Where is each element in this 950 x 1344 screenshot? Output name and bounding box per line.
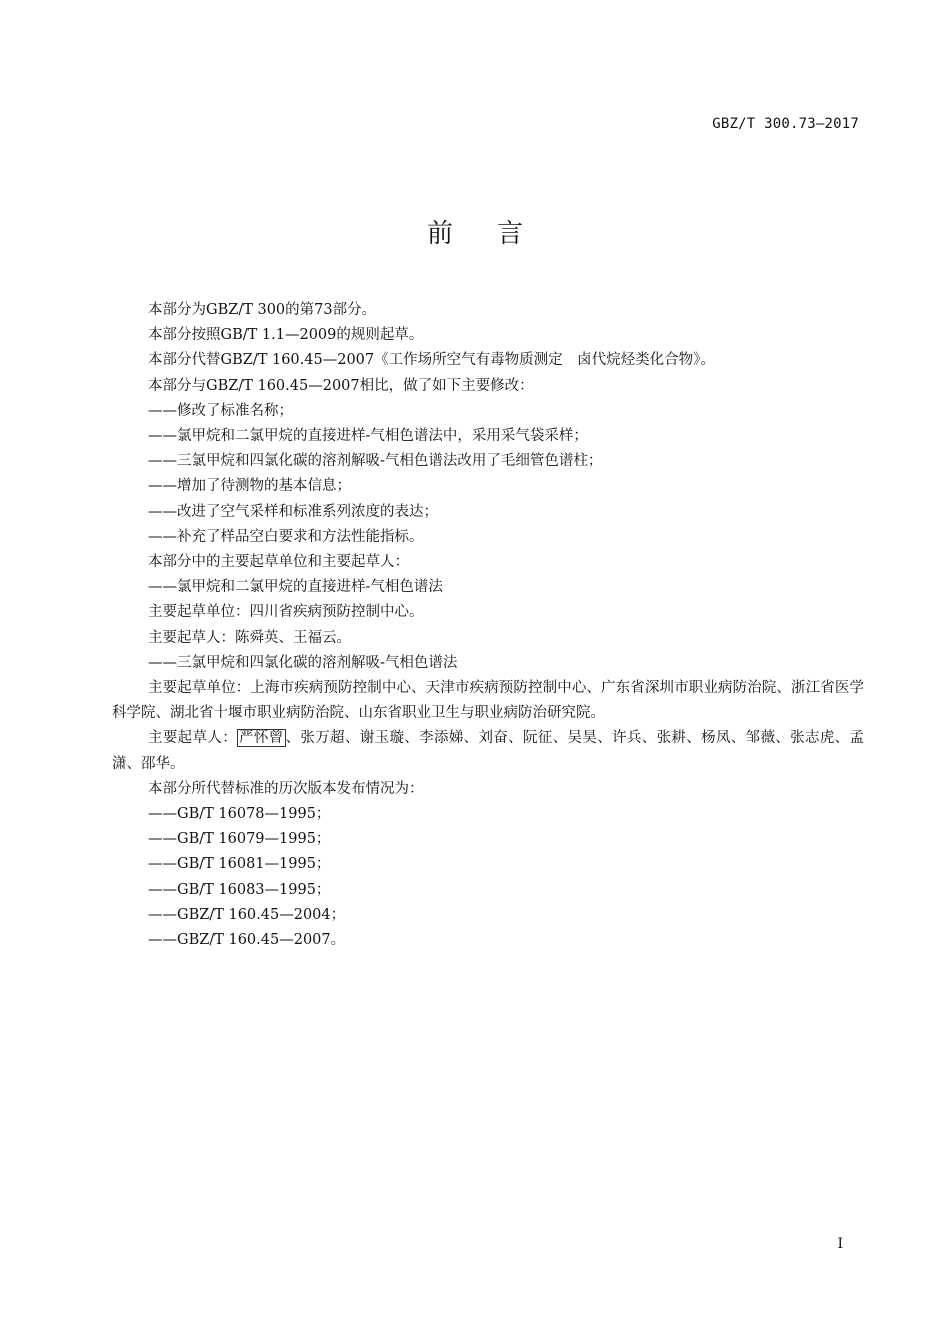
paragraph: 本部分与GBZ/T 160.45—2007相比，做了如下主要修改：	[148, 377, 534, 394]
list-item: ——修改了标准名称；	[148, 402, 293, 419]
history-item: ——GB/T 16081—1995；	[148, 856, 331, 873]
history-item: ——GBZ/T 160.45—2004；	[148, 906, 346, 923]
list-item: ——三氯甲烷和四氯化碳的溶剂解吸-气相色谱法改用了毛细管色谱柱；	[148, 453, 603, 470]
drafters-rest: 、张万超、谢玉璇、李添娣、刘奋、阮征、吴昊、许兵、张耕、杨凤、邹薇、张志虎、孟潇、邵华。	[112, 730, 865, 772]
paragraph: 本部分为GBZ/T 300的第73部分。	[148, 302, 377, 318]
paragraph: 主要起草人：陈舜英、王福云。	[148, 629, 351, 646]
paragraph: 本部分代替GBZ/T 160.45—2007《工作场所空气有毒物质测定 卤代烷烃类化合物》。	[148, 352, 715, 369]
drafters-prefix: 主要起草人：	[148, 730, 238, 747]
drafters-paragraph	[112, 726, 864, 776]
list-item: ——氯甲烷和二氯甲烷的直接进样-气相色谱法中，采用采气袋采样；	[148, 428, 588, 445]
history-item: ——GB/T 16083—1995；	[148, 881, 331, 898]
highlighted-name: 严怀曾	[239, 730, 284, 747]
paragraph: 主要起草单位：上海市疾病预防控制中心、天津市疾病预防控制中心、广东省深圳市职业病防治院、浙江省医学科学院、湖北省十堰市职业病防治院、山东省职业卫生与职业病防治研究院。	[112, 680, 864, 722]
paragraph: 本部分所代替标准的历次版本发布情况为：	[148, 780, 424, 797]
page-number: I	[837, 1236, 843, 1252]
list-item: ——三氯甲烷和四氯化碳的溶剂解吸-气相色谱法	[148, 654, 458, 671]
history-item: ——GB/T 16079—1995；	[148, 831, 331, 848]
list-item: ——增加了待测物的基本信息；	[148, 478, 351, 495]
foreword-body	[112, 298, 864, 953]
list-item: ——氯甲烷和二氯甲烷的直接进样-气相色谱法	[148, 579, 443, 596]
page-title: 前言	[426, 219, 567, 249]
paragraph: 主要起草单位：四川省疾病预防控制中心。	[148, 604, 424, 621]
paragraph: 本部分按照GB/T 1.1—2009的规则起草。	[148, 327, 424, 344]
document-code: GBZ/T 300.73—2017	[712, 116, 859, 132]
list-item: ——改进了空气采样和标准系列浓度的表达；	[148, 503, 438, 520]
history-item: ——GBZ/T 160.45—2007。	[148, 932, 346, 949]
history-item: ——GB/T 16078—1995；	[148, 806, 331, 823]
list-item: ——补充了样品空白要求和方法性能指标。	[148, 528, 424, 545]
paragraph: 本部分中的主要起草单位和主要起草人：	[148, 554, 409, 571]
